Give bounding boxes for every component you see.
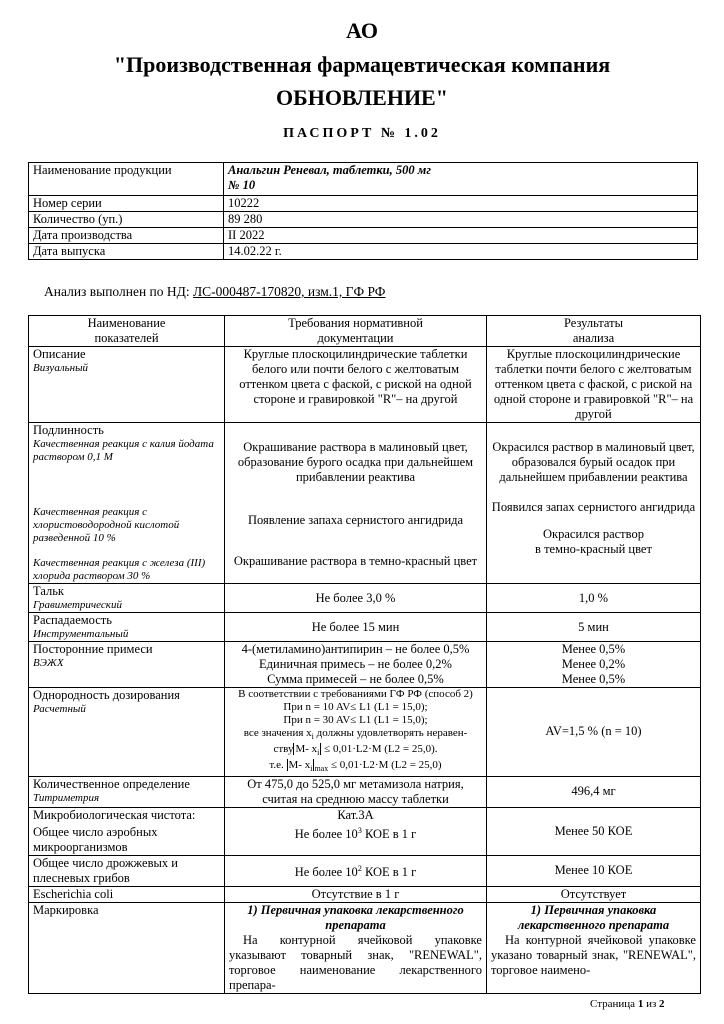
formula-subscript: i xyxy=(310,764,313,774)
impurity-req-1: 4-(метиламино)антипирин – не более 0,5% xyxy=(241,642,470,656)
analysis-nd-value: ЛС-000487-170820, изм.1, ГФ РФ xyxy=(192,284,386,299)
indicator-name: Подлинность xyxy=(33,423,104,437)
method-name: Титриметрия xyxy=(33,791,100,804)
formula-text: ≤ 0,01·L2·M (L2 = 25,0) xyxy=(330,759,442,772)
product-value-line2: № 10 xyxy=(228,178,256,192)
table-row xyxy=(29,244,698,260)
table-row xyxy=(29,807,701,855)
indicator-cell xyxy=(29,642,225,688)
analysis-table xyxy=(28,315,701,994)
company-name-line2: ОБНОВЛЕНИЕ" xyxy=(276,85,448,110)
indicator-name: Однородность дозирования xyxy=(33,688,180,702)
col-header-indicators xyxy=(29,316,225,347)
production-date-label: Дата производства xyxy=(29,228,224,244)
result-cell: Менее 10 КОЕ xyxy=(487,855,701,886)
formula-text: Не более 10 xyxy=(294,865,358,880)
requirement-cell: Не более 15 мин xyxy=(225,613,487,642)
method-name: Гравиметрический xyxy=(33,599,122,611)
test-req-2: Появление запаха сернистого ангидрида xyxy=(247,513,464,527)
method-name: Расчетный xyxy=(33,703,86,715)
series-value: 10222 xyxy=(224,196,698,212)
marking-res-text: На контурной ячейковой упаковке указано товарный знак, "RENEWAL", торговое наимено- xyxy=(491,932,696,977)
col-header-text: показателей xyxy=(94,331,159,345)
result-cell: 1,0 % xyxy=(487,584,701,613)
indicator-subname: Общее число аэробных микроорганизмов xyxy=(33,824,158,854)
table-row xyxy=(29,902,701,993)
impurity-res-3: Менее 0,5% xyxy=(561,672,626,686)
marking-req-text: На контурной ячейковой упаковке указывают товарный знак, "RENEWAL", торговое наименование лекарственного препара- xyxy=(229,932,482,992)
indicator-cell xyxy=(29,423,225,584)
abs-value xyxy=(287,759,315,774)
formula-text: Не более 10 xyxy=(294,826,358,841)
result-cell: 496,4 мг xyxy=(487,776,701,807)
test-method-3: Качественная реакция с железа (III) хлорида раствором 30 % xyxy=(33,557,206,582)
page-number-middle: из xyxy=(643,998,660,1010)
formula-subscript: max xyxy=(314,764,329,774)
quantity-label: Количество (уп.) xyxy=(29,212,224,228)
passport-title: ПАСПОРТ № 1.02 xyxy=(283,126,441,141)
col-header-text: документации xyxy=(317,331,394,345)
company-name-line1: "Производственная фармацевтическая компания xyxy=(113,52,611,77)
formula-text: должны удовлетворять неравен- xyxy=(313,727,468,739)
indicator-name: Общее число дрожжевых и плесневых грибов xyxy=(33,855,178,885)
indicator-cell xyxy=(29,807,225,855)
uniformity-req-4 xyxy=(229,727,482,743)
formula-subscript: i xyxy=(317,748,320,758)
product-label: Наименование продукции xyxy=(29,163,224,196)
uniformity-req-5 xyxy=(229,743,482,759)
test-method-2: Качественная реакция с хлористоводородной кислотой разведенной 10 % xyxy=(33,506,180,544)
indicator-name: Тальк xyxy=(33,584,64,598)
uniformity-req-1: В соответствии с требованиями ГФ РФ (способ 2) xyxy=(238,688,473,700)
table-row xyxy=(29,584,701,613)
product-value-line1: Анальгин Реневал, таблетки, 500 мг xyxy=(228,163,431,177)
series-label: Номер серии xyxy=(29,196,224,212)
table-row xyxy=(29,196,698,212)
test-res-3-line2: в темно-красный цвет xyxy=(535,542,652,556)
col-header-text: Наименование xyxy=(87,316,166,330)
micro-req-2 xyxy=(229,823,482,842)
production-date-value: II 2022 xyxy=(224,228,698,244)
page-current: 1 xyxy=(637,998,644,1010)
method-name: Визуальный xyxy=(33,362,89,374)
formula-subscript: i xyxy=(311,732,314,742)
formula-text: КОЕ в 1 г xyxy=(361,865,417,880)
col-header-text: Результаты xyxy=(563,316,624,330)
table-row xyxy=(29,613,701,642)
release-date-value: 14.02.22 г. xyxy=(224,244,698,260)
indicator-name: Описание xyxy=(33,347,86,361)
table-header-row xyxy=(29,316,701,347)
indicator-cell xyxy=(29,613,225,642)
test-res-1: Окрасился раствор в малиновый цвет, образовался бурый осадок при дальнейшем прибавлении реактива xyxy=(492,440,695,484)
method-name: Инструментальный xyxy=(33,628,129,640)
test-req-1: Окрашивание раствора в малиновый цвет, образование бурого осадка при дальнейшем прибавлении реактива xyxy=(237,440,474,484)
indicator-name: Количественное определение xyxy=(33,776,190,791)
indicator-cell xyxy=(29,688,225,777)
requirement-cell xyxy=(225,902,487,993)
method-name: ВЭЖХ xyxy=(33,657,64,669)
formula-text: все значения x xyxy=(243,727,312,739)
page-number xyxy=(590,998,665,1010)
requirement-cell: Не более 3,0 % xyxy=(225,584,487,613)
indicator-cell xyxy=(29,347,225,423)
col-header-text: анализа xyxy=(572,331,615,345)
formula-superscript: 2 xyxy=(357,863,362,873)
test-res-3-line1: Окрасился раствор xyxy=(543,527,644,541)
table-row xyxy=(29,163,698,196)
impurity-req-2: Единичная примесь – не более 0,2% xyxy=(259,657,452,671)
micro-req-1: Кат.3А xyxy=(337,807,374,822)
formula-text: M- x xyxy=(295,743,318,756)
indicator-cell xyxy=(29,902,225,993)
test-res-2: Появился запах сернистого ангидрида xyxy=(491,500,696,514)
indicator-name: Маркировка xyxy=(33,902,99,917)
release-date-label: Дата выпуска xyxy=(29,244,224,260)
test-req-3: Окрашивание раствора в темно-красный цвет xyxy=(233,554,478,568)
formula-text: ству xyxy=(273,743,294,756)
requirement-cell: Круглые плоскоцилиндрические таблетки белого или почти белого с желтоватым оттенком цвета с фаской, с риской на одной стороне и гравировкой "R"– на другой xyxy=(225,347,487,423)
indicator-name: Микробиологическая чистота: xyxy=(33,807,196,822)
col-header-results xyxy=(487,316,701,347)
uniformity-req-2: При n = 10 AV≤ L1 (L1 = 15,0); xyxy=(283,701,428,713)
page-total: 2 xyxy=(659,998,665,1010)
quantity-value: 89 280 xyxy=(224,212,698,228)
result-cell xyxy=(487,902,701,993)
indicator-cell xyxy=(29,886,225,902)
table-row xyxy=(29,855,701,886)
abs-value xyxy=(293,743,321,758)
page-number-prefix: Страница xyxy=(590,998,638,1010)
impurity-res-2: Менее 0,2% xyxy=(561,657,626,671)
result-cell: Менее 50 КОЕ xyxy=(487,807,701,855)
result-cell xyxy=(487,642,701,688)
table-row xyxy=(29,776,701,807)
table-row xyxy=(29,228,698,244)
result-cell: Отсутствует xyxy=(487,886,701,902)
company-type: АО xyxy=(346,18,378,43)
formula-superscript: 3 xyxy=(357,825,362,835)
indicator-name: Escherichia coli xyxy=(33,886,114,901)
requirement-cell: От 475,0 до 525,0 мг метамизола натрия, считая на среднюю массу таблетки xyxy=(225,776,487,807)
formula-text: ≤ 0,01·L2·M (L2 = 25,0). xyxy=(324,743,438,756)
formula-text: КОЕ в 1 г xyxy=(361,826,417,841)
formula-text: M- x xyxy=(288,759,311,772)
table-row xyxy=(29,423,701,584)
impurity-res-1: Менее 0,5% xyxy=(561,642,626,656)
table-row xyxy=(29,688,701,777)
table-row xyxy=(29,642,701,688)
requirement-cell xyxy=(225,688,487,777)
table-row xyxy=(29,886,701,902)
impurity-req-3: Сумма примесей – не более 0,5% xyxy=(267,672,444,686)
indicator-cell xyxy=(29,584,225,613)
analysis-nd-line xyxy=(44,284,385,300)
uniformity-req-3: При n = 30 AV≤ L1 (L1 = 15,0); xyxy=(283,714,428,726)
result-cell: AV=1,5 % (n = 10) xyxy=(487,688,701,777)
table-row xyxy=(29,212,698,228)
table-row xyxy=(29,347,701,423)
indicator-cell xyxy=(29,855,225,886)
result-cell: 5 мин xyxy=(487,613,701,642)
requirement-cell xyxy=(225,423,487,584)
result-cell xyxy=(487,423,701,584)
test-method-1: Качественная реакция с калия йодата раствором 0,1 М xyxy=(33,438,214,463)
requirement-cell xyxy=(225,807,487,855)
requirement-cell xyxy=(225,642,487,688)
indicator-name: Посторонние примеси xyxy=(33,642,153,656)
formula-text: т.е. xyxy=(269,759,284,772)
product-info-table xyxy=(28,162,698,260)
col-header-requirements xyxy=(225,316,487,347)
analysis-nd-prefix: Анализ выполнен по НД: xyxy=(44,284,193,299)
uniformity-req-6 xyxy=(229,759,482,775)
requirement-cell: Отсутствие в 1 г xyxy=(225,886,487,902)
indicator-name: Распадаемость xyxy=(33,613,112,627)
product-value xyxy=(224,163,698,196)
col-header-text: Требования нормативной xyxy=(288,316,423,330)
result-cell: Круглые плоскоцилиндрические таблетки почти белого с желтоватым оттенком цвета с фаской, с риской на одной стороне и гравировкой "R"– на другой xyxy=(487,347,701,423)
requirement-cell xyxy=(225,855,487,886)
indicator-cell xyxy=(29,776,225,807)
marking-res-title: 1) Первичная упаковка лекарственного препарата xyxy=(517,902,670,932)
marking-req-title: 1) Первичная упаковка лекарственного препарата xyxy=(247,902,464,932)
